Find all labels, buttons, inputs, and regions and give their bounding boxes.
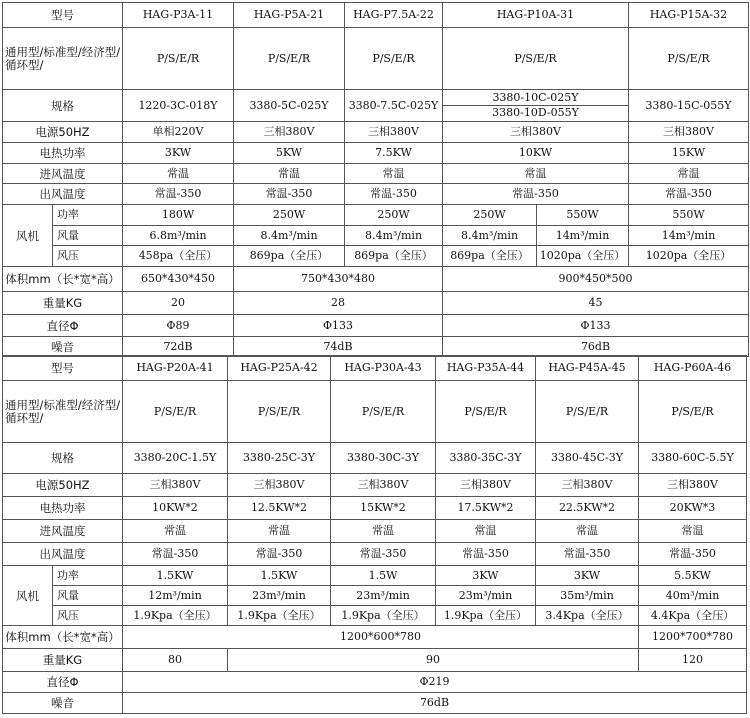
model-cell: HAG-P3A-11 xyxy=(123,3,234,28)
inlet-cell: 常温 xyxy=(234,164,345,184)
inlet-cell: 常温 xyxy=(536,520,639,543)
heat-cell: 5KW xyxy=(234,143,345,164)
spec-cell: 3380-7.5C-025Y xyxy=(345,90,443,122)
spec-table-2 xyxy=(2,355,747,714)
heat-cell: 15KW*2 xyxy=(331,497,436,520)
fan-pressure-cell: 1.9Kpa（全压） xyxy=(228,606,331,626)
type-cell: P/S/E/R xyxy=(639,381,747,443)
model-label: 型号 xyxy=(3,356,123,381)
fan-pressure-cell: 1.9Kpa（全压） xyxy=(123,606,228,626)
power-cell: 三相380V xyxy=(331,474,436,497)
fan-flow-cell: 8.4m³/min xyxy=(234,226,345,246)
model-cell: HAG-P20A-41 xyxy=(123,356,228,381)
fan-power-row xyxy=(3,205,749,226)
diameter-cell: Φ133 xyxy=(443,315,749,337)
model-cell: HAG-P60A-46 xyxy=(639,356,747,381)
fan-flow-row xyxy=(3,586,747,606)
fan-pressure-label: 风压 xyxy=(53,246,123,267)
fan-power-cell: 3KW xyxy=(436,566,536,586)
inlet-cell: 常温 xyxy=(443,164,629,184)
diameter-row xyxy=(3,672,747,693)
model-label: 型号 xyxy=(3,3,123,28)
heat-cell: 15KW xyxy=(629,143,749,164)
spec-cell: 3380-15C-055Y xyxy=(629,90,749,122)
outlet-cell: 常温-350 xyxy=(536,543,639,566)
power-cell: 三相380V xyxy=(629,122,749,143)
noise-cell: 74dB xyxy=(234,337,443,357)
spec-cell: 3380-45C-3Y xyxy=(536,443,639,474)
fan-power-cell: 550W xyxy=(537,205,629,226)
weight-cell: 28 xyxy=(234,292,443,315)
outlet-cell: 常温-350 xyxy=(234,184,345,205)
fan-flow-label: 风量 xyxy=(53,226,123,246)
power-cell: 三相380V xyxy=(436,474,536,497)
heat-cell: 22.5KW*2 xyxy=(536,497,639,520)
weight-cell: 80 xyxy=(123,649,228,672)
noise-cell: 72dB xyxy=(123,337,234,357)
outlet-cell: 常温-350 xyxy=(123,543,228,566)
outlet-row xyxy=(3,543,747,566)
fan-flow-label: 风量 xyxy=(53,586,123,606)
noise-label: 噪音 xyxy=(3,337,123,357)
weight-cell: 120 xyxy=(639,649,747,672)
noise-cell: 76dB xyxy=(443,337,749,357)
fan-flow-cell: 35m³/min xyxy=(536,586,639,606)
model-cell: HAG-P30A-43 xyxy=(331,356,436,381)
spec-cell: 3380-30C-3Y xyxy=(331,443,436,474)
power-label: 电源50HZ xyxy=(3,474,123,497)
diameter-cell: Φ133 xyxy=(234,315,443,337)
fan-label: 风机 xyxy=(3,566,53,626)
fan-pressure-cell: 1020pa（全压） xyxy=(629,246,749,267)
inlet-cell: 常温 xyxy=(639,520,747,543)
fan-pressure-cell: 1020pa（全压） xyxy=(537,246,629,267)
spec-cell: 3380-20C-1.5Y xyxy=(123,443,228,474)
spec-cell: 3380-35C-3Y xyxy=(436,443,536,474)
diameter-cell: Φ219 xyxy=(123,672,747,693)
type-cell: P/S/E/R xyxy=(228,381,331,443)
type-cell: P/S/E/R xyxy=(123,28,234,90)
weight-row xyxy=(3,292,749,315)
volume-row xyxy=(3,626,747,649)
type-row xyxy=(3,28,749,90)
type-cell: P/S/E/R xyxy=(536,381,639,443)
model-row xyxy=(3,356,747,381)
volume-cell: 1200*600*780 xyxy=(123,626,639,649)
fan-power-cell: 5.5KW xyxy=(639,566,747,586)
spec-row xyxy=(3,443,747,474)
fan-pressure-cell: 1.9Kpa（全压） xyxy=(436,606,536,626)
noise-row xyxy=(3,693,747,714)
type-label: 通用型/标准型/经济型/循环型/ xyxy=(3,28,123,90)
type-cell: P/S/E/R xyxy=(234,28,345,90)
fan-pressure-row xyxy=(3,606,747,626)
fan-pressure-cell: 1.9Kpa（全压） xyxy=(331,606,436,626)
fan-power-cell: 250W xyxy=(443,205,537,226)
heat-row xyxy=(3,497,747,520)
fan-pressure-cell: 458pa（全压） xyxy=(123,246,234,267)
fan-flow-cell: 23m³/min xyxy=(331,586,436,606)
model-row xyxy=(3,3,749,28)
noise-label: 噪音 xyxy=(3,693,123,714)
spec-value: 3380-10D-055Y xyxy=(443,105,628,120)
fan-pressure-label: 风压 xyxy=(53,606,123,626)
fan-flow-row xyxy=(3,226,749,246)
inlet-label: 进风温度 xyxy=(3,520,123,543)
fan-pressure-cell: 869pa（全压） xyxy=(345,246,443,267)
outlet-cell: 常温-350 xyxy=(228,543,331,566)
fan-label: 风机 xyxy=(3,205,53,267)
inlet-cell: 常温 xyxy=(436,520,536,543)
power-row xyxy=(3,122,749,143)
heat-label: 电热功率 xyxy=(3,497,123,520)
volume-label: 体积mm（长*宽*高） xyxy=(3,267,123,292)
fan-pressure-cell: 869pa（全压） xyxy=(234,246,345,267)
spec-table-1 xyxy=(2,2,749,357)
inlet-cell: 常温 xyxy=(345,164,443,184)
type-cell: P/S/E/R xyxy=(345,28,443,90)
heat-cell: 10KW xyxy=(443,143,629,164)
volume-label: 体积mm（长*宽*高） xyxy=(3,626,123,649)
type-cell: P/S/E/R xyxy=(629,28,749,90)
heat-label: 电热功率 xyxy=(3,143,123,164)
outlet-cell: 常温-350 xyxy=(436,543,536,566)
fan-flow-cell: 12m³/min xyxy=(123,586,228,606)
weight-cell: 45 xyxy=(443,292,749,315)
volume-cell: 650*430*450 xyxy=(123,267,234,292)
power-cell: 三相380V xyxy=(536,474,639,497)
diameter-label: 直径Φ xyxy=(3,315,123,337)
heat-cell: 3KW xyxy=(123,143,234,164)
outlet-cell: 常温-350 xyxy=(629,184,749,205)
fan-pressure-cell: 3.4Kpa（全压） xyxy=(536,606,639,626)
type-cell: P/S/E/R xyxy=(331,381,436,443)
heat-cell: 20KW*3 xyxy=(639,497,747,520)
inlet-cell: 常温 xyxy=(123,164,234,184)
fan-flow-cell: 14m³/min xyxy=(629,226,749,246)
fan-flow-cell: 8.4m³/min xyxy=(345,226,443,246)
model-cell: HAG-P7.5A-22 xyxy=(345,3,443,28)
volume-cell: 900*450*500 xyxy=(443,267,749,292)
power-cell: 单相220V xyxy=(123,122,234,143)
inlet-cell: 常温 xyxy=(331,520,436,543)
outlet-cell: 常温-350 xyxy=(331,543,436,566)
spec-cell-split xyxy=(443,90,629,122)
inlet-cell: 常温 xyxy=(228,520,331,543)
model-cell: HAG-P35A-44 xyxy=(436,356,536,381)
heat-cell: 17.5KW*2 xyxy=(436,497,536,520)
heat-cell: 12.5KW*2 xyxy=(228,497,331,520)
fan-power-cell: 550W xyxy=(629,205,749,226)
inlet-cell: 常温 xyxy=(123,520,228,543)
fan-flow-cell: 40m³/min xyxy=(639,586,747,606)
volume-cell: 750*430*480 xyxy=(234,267,443,292)
type-row xyxy=(3,381,747,443)
heat-cell: 7.5KW xyxy=(345,143,443,164)
inlet-label: 进风温度 xyxy=(3,164,123,184)
power-label: 电源50HZ xyxy=(3,122,123,143)
noise-cell: 76dB xyxy=(123,693,747,714)
weight-row xyxy=(3,649,747,672)
inlet-row xyxy=(3,164,749,184)
power-cell: 三相380V xyxy=(123,474,228,497)
weight-label: 重量KG xyxy=(3,292,123,315)
outlet-label: 出风温度 xyxy=(3,543,123,566)
outlet-cell: 常温-350 xyxy=(639,543,747,566)
noise-row xyxy=(3,337,749,357)
power-cell: 三相380V xyxy=(345,122,443,143)
fan-power-label: 功率 xyxy=(53,566,123,586)
fan-pressure-cell: 4.4Kpa（全压） xyxy=(639,606,747,626)
fan-power-cell: 1.5W xyxy=(331,566,436,586)
fan-power-cell: 250W xyxy=(345,205,443,226)
power-cell: 三相380V xyxy=(234,122,345,143)
type-label: 通用型/标准型/经济型/循环型/ xyxy=(3,381,123,443)
diameter-row xyxy=(3,315,749,337)
spec-cell: 1220-3C-018Y xyxy=(123,90,234,122)
outlet-cell: 常温-350 xyxy=(443,184,629,205)
power-cell: 三相380V xyxy=(639,474,747,497)
fan-flow-cell: 6.8m³/min xyxy=(123,226,234,246)
model-cell: HAG-P45A-45 xyxy=(536,356,639,381)
spec-row xyxy=(3,90,749,122)
type-cell: P/S/E/R xyxy=(436,381,536,443)
type-cell: P/S/E/R xyxy=(443,28,629,90)
inlet-row xyxy=(3,520,747,543)
fan-pressure-row xyxy=(3,246,749,267)
spec-cell: 3380-25C-3Y xyxy=(228,443,331,474)
power-cell: 三相380V xyxy=(443,122,629,143)
spec-label: 规格 xyxy=(3,90,123,122)
diameter-cell: Φ89 xyxy=(123,315,234,337)
spec-cell: 3380-60C-5.5Y xyxy=(639,443,747,474)
type-cell: P/S/E/R xyxy=(123,381,228,443)
power-cell: 三相380V xyxy=(228,474,331,497)
fan-flow-cell: 14m³/min xyxy=(537,226,629,246)
volume-row xyxy=(3,267,749,292)
fan-power-cell: 3KW xyxy=(536,566,639,586)
spec-label: 规格 xyxy=(3,443,123,474)
volume-cell: 1200*700*780 xyxy=(639,626,747,649)
model-cell: HAG-P25A-42 xyxy=(228,356,331,381)
power-row xyxy=(3,474,747,497)
diameter-label: 直径Φ xyxy=(3,672,123,693)
fan-power-cell: 180W xyxy=(123,205,234,226)
spec-value: 3380-10C-025Y xyxy=(492,91,579,104)
model-cell: HAG-P15A-32 xyxy=(629,3,749,28)
weight-cell: 90 xyxy=(228,649,639,672)
fan-flow-cell: 23m³/min xyxy=(436,586,536,606)
spec-cell: 3380-5C-025Y xyxy=(234,90,345,122)
fan-power-cell: 1.5KW xyxy=(123,566,228,586)
model-cell: HAG-P10A-31 xyxy=(443,3,629,28)
fan-power-label: 功率 xyxy=(53,205,123,226)
outlet-cell: 常温-350 xyxy=(345,184,443,205)
fan-flow-cell: 23m³/min xyxy=(228,586,331,606)
weight-cell: 20 xyxy=(123,292,234,315)
outlet-label: 出风温度 xyxy=(3,184,123,205)
fan-pressure-cell: 869pa（全压） xyxy=(443,246,537,267)
inlet-cell: 常温 xyxy=(629,164,749,184)
fan-flow-cell: 8.4m³/min xyxy=(443,226,537,246)
model-cell: HAG-P5A-21 xyxy=(234,3,345,28)
fan-power-cell: 1.5KW xyxy=(228,566,331,586)
weight-label: 重量KG xyxy=(3,649,123,672)
fan-power-cell: 250W xyxy=(234,205,345,226)
outlet-row xyxy=(3,184,749,205)
heat-cell: 10KW*2 xyxy=(123,497,228,520)
heat-row xyxy=(3,143,749,164)
outlet-cell: 常温-350 xyxy=(123,184,234,205)
fan-power-row xyxy=(3,566,747,586)
